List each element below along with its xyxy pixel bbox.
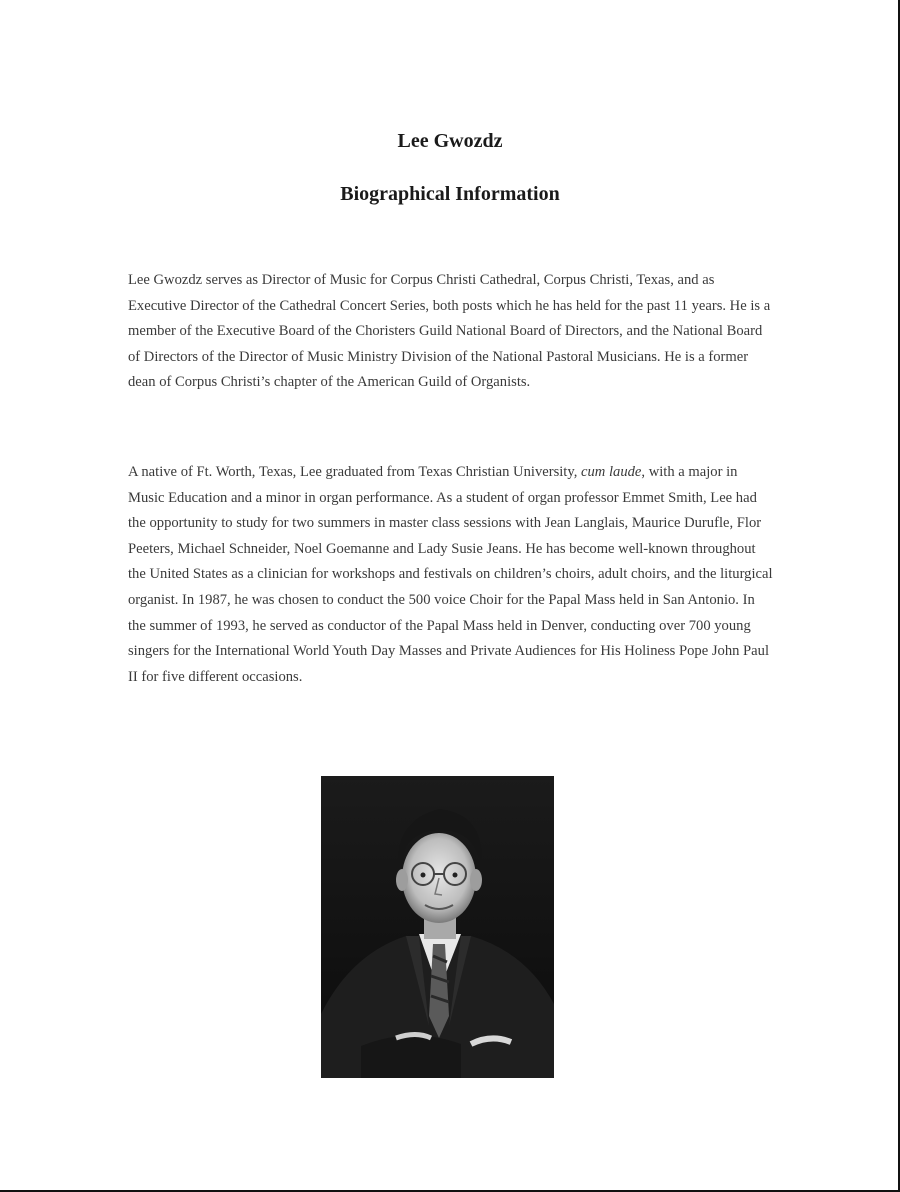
page-title: Lee Gwozdz [397, 130, 503, 152]
portrait-photo [321, 776, 554, 1078]
bio-paragraph-2-part-2: , with a major in Music Education and a minor in organ performance. As a student of organ professor Emmet Smith, Lee had the opportunity to study for two summers in master class sessions with Jean Langlais, Maurice Durufle, Flor Peeters, Michael Schneider, Noel Goemanne and Lady Susie Jeans. He has become well-known throughout the United States as a clinician for workshops and festivals on children’s choirs, adult choirs, and the liturgical organist. In 1987, he was chosen to conduct the 500 voice Choir for the Papal Mass held in San Antonio. In the summer of 1993, he served as conductor of the Papal Mass held in Denver, conducting over 700 young singers for the International World Youth Day Masses and Private Audiences for His Holiness Pope John Paul II for five different occasions. [128, 464, 773, 685]
page-subtitle: Biographical Information [340, 183, 560, 205]
bio-paragraph-2-part-1: A native of Ft. Worth, Texas, Lee graduated from Texas Christian University, [128, 464, 582, 480]
bio-paragraph-2 [128, 460, 774, 690]
cum-laude-italic: cum laude [581, 464, 642, 480]
bio-paragraph-1: Lee Gwozdz serves as Director of Music for Corpus Christi Cathedral, Corpus Christi, Texas, and as Executive Director of the Cathedral Concert Series, both posts which he has held for the past 11 years. He is a member of the Executive Board of the Choristers Guild National Board of Directors, and the National Board of Directors of the Director of Music Ministry Division of the National Pastoral Musicians. He is a former dean of Corpus Christi’s chapter of the American Guild of Organists. [128, 272, 771, 391]
portrait-illustration [321, 776, 554, 1078]
